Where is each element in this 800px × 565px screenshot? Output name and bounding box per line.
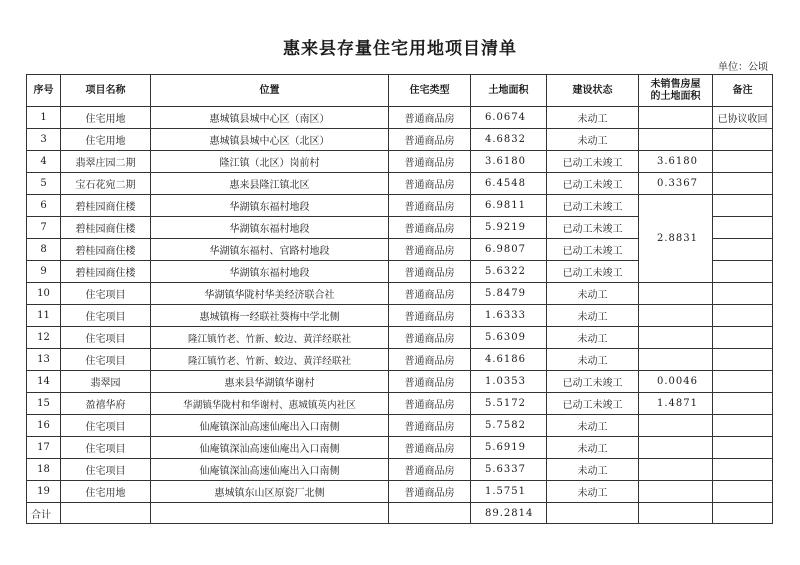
table-row xyxy=(27,151,773,173)
table-row xyxy=(27,107,773,129)
cell-location: 隆江镇竹老、竹新、蛟边、黄洋经联社 xyxy=(151,327,389,349)
cell-area: 3.6180 xyxy=(471,151,547,173)
cell-location: 隆江镇（北区）岗前村 xyxy=(151,151,389,173)
total-label: 合计 xyxy=(27,503,61,524)
cell-status: 未动工 xyxy=(547,283,639,305)
cell-area: 1.0353 xyxy=(471,371,547,393)
cell-area: 5.6309 xyxy=(471,327,547,349)
table-row xyxy=(27,481,773,503)
cell-remark xyxy=(713,459,773,481)
cell-type: 普通商品房 xyxy=(389,415,471,437)
cell-remark xyxy=(713,261,773,283)
cell-no: 15 xyxy=(27,393,61,415)
cell-location: 仙庵镇深汕高速仙庵出入口南侧 xyxy=(151,437,389,459)
header-unsold-line2: 的土地面积 xyxy=(650,90,701,102)
cell-remark xyxy=(713,481,773,503)
cell-name: 住宅项目 xyxy=(61,415,151,437)
cell-remark xyxy=(713,437,773,459)
cell-status: 已动工未竣工 xyxy=(547,151,639,173)
cell-status: 未动工 xyxy=(547,349,639,371)
cell-remark xyxy=(713,349,773,371)
cell-remark xyxy=(713,393,773,415)
cell-unsold xyxy=(639,415,713,437)
cell-no: 10 xyxy=(27,283,61,305)
cell-status: 未动工 xyxy=(547,305,639,327)
table-row xyxy=(27,327,773,349)
table-row xyxy=(27,437,773,459)
cell-area: 5.8479 xyxy=(471,283,547,305)
cell-area: 6.0674 xyxy=(471,107,547,129)
cell-no: 8 xyxy=(27,239,61,261)
cell-status: 已动工未竣工 xyxy=(547,195,639,217)
cell-unsold xyxy=(639,349,713,371)
cell-type: 普通商品房 xyxy=(389,459,471,481)
header-status: 建设状态 xyxy=(547,75,639,107)
unit-label: 单位：公顷 xyxy=(718,62,768,73)
cell-no: 17 xyxy=(27,437,61,459)
cell-location: 仙庵镇深汕高速仙庵出入口南侧 xyxy=(151,415,389,437)
table-row xyxy=(27,173,773,195)
cell-remark: 已协议收回 xyxy=(713,107,773,129)
cell-unsold-merged: 2.8831 xyxy=(639,195,713,283)
total-empty-location xyxy=(151,503,389,524)
cell-name: 宝石花宛二期 xyxy=(61,173,151,195)
cell-name: 住宅项目 xyxy=(61,327,151,349)
cell-status: 已动工未竣工 xyxy=(547,393,639,415)
table-row xyxy=(27,371,773,393)
cell-type: 普通商品房 xyxy=(389,217,471,239)
cell-location: 隆江镇竹老、竹新、蛟边、黄洋经联社 xyxy=(151,349,389,371)
cell-area: 5.6337 xyxy=(471,459,547,481)
cell-no: 1 xyxy=(27,107,61,129)
header-unsold-line1: 未销售房屋 xyxy=(650,78,701,90)
cell-name: 碧桂园商住楼 xyxy=(61,195,151,217)
cell-name: 碧桂园商住楼 xyxy=(61,217,151,239)
cell-area: 6.4548 xyxy=(471,173,547,195)
cell-remark xyxy=(713,129,773,151)
table-row xyxy=(27,459,773,481)
cell-area: 5.9219 xyxy=(471,217,547,239)
header-remark: 备注 xyxy=(713,75,773,107)
cell-unsold xyxy=(639,327,713,349)
cell-type: 普通商品房 xyxy=(389,305,471,327)
cell-remark xyxy=(713,327,773,349)
header-area: 土地面积 xyxy=(471,75,547,107)
cell-name: 住宅用地 xyxy=(61,107,151,129)
cell-location: 华湖镇华陇村和华谢村、惠城镇英内社区 xyxy=(151,393,389,415)
cell-type: 普通商品房 xyxy=(389,129,471,151)
header-name: 项目名称 xyxy=(61,75,151,107)
cell-type: 普通商品房 xyxy=(389,151,471,173)
cell-no: 18 xyxy=(27,459,61,481)
cell-unsold xyxy=(639,481,713,503)
cell-no: 19 xyxy=(27,481,61,503)
cell-remark xyxy=(713,217,773,239)
cell-unsold xyxy=(639,129,713,151)
cell-no: 6 xyxy=(27,195,61,217)
cell-no: 3 xyxy=(27,129,61,151)
cell-unsold: 1.4871 xyxy=(639,393,713,415)
cell-location: 华湖镇东福村地段 xyxy=(151,261,389,283)
cell-type: 普通商品房 xyxy=(389,195,471,217)
cell-remark xyxy=(713,283,773,305)
cell-location: 仙庵镇深汕高速仙庵出入口南侧 xyxy=(151,459,389,481)
cell-no: 9 xyxy=(27,261,61,283)
cell-remark xyxy=(713,195,773,217)
table-row xyxy=(27,195,773,217)
header-type: 住宅类型 xyxy=(389,75,471,107)
cell-type: 普通商品房 xyxy=(389,437,471,459)
table-row xyxy=(27,349,773,371)
cell-location: 惠来县华湖镇华谢村 xyxy=(151,371,389,393)
cell-type: 普通商品房 xyxy=(389,283,471,305)
cell-area: 4.6832 xyxy=(471,129,547,151)
cell-name: 翡翠庄园二期 xyxy=(61,151,151,173)
cell-no: 11 xyxy=(27,305,61,327)
cell-unsold xyxy=(639,305,713,327)
cell-area: 5.7582 xyxy=(471,415,547,437)
cell-remark xyxy=(713,305,773,327)
cell-name: 碧桂园商住楼 xyxy=(61,239,151,261)
cell-unsold: 0.0046 xyxy=(639,371,713,393)
total-empty-type xyxy=(389,503,471,524)
cell-area: 4.6186 xyxy=(471,349,547,371)
cell-type: 普通商品房 xyxy=(389,393,471,415)
cell-location: 华湖镇东福村地段 xyxy=(151,217,389,239)
cell-status: 已动工未竣工 xyxy=(547,371,639,393)
cell-status: 已动工未竣工 xyxy=(547,173,639,195)
table-row xyxy=(27,393,773,415)
cell-status: 未动工 xyxy=(547,481,639,503)
cell-area: 6.9807 xyxy=(471,239,547,261)
cell-name: 住宅用地 xyxy=(61,129,151,151)
cell-no: 14 xyxy=(27,371,61,393)
cell-unsold xyxy=(639,283,713,305)
cell-area: 6.9811 xyxy=(471,195,547,217)
table-row xyxy=(27,305,773,327)
cell-area: 5.5172 xyxy=(471,393,547,415)
cell-type: 普通商品房 xyxy=(389,107,471,129)
cell-status: 未动工 xyxy=(547,129,639,151)
cell-area: 1.5751 xyxy=(471,481,547,503)
cell-area: 5.6919 xyxy=(471,437,547,459)
header-location: 位置 xyxy=(151,75,389,107)
total-empty-status xyxy=(547,503,639,524)
cell-location: 华湖镇东福村、官路村地段 xyxy=(151,239,389,261)
cell-type: 普通商品房 xyxy=(389,371,471,393)
cell-type: 普通商品房 xyxy=(389,481,471,503)
cell-area: 1.6333 xyxy=(471,305,547,327)
cell-no: 5 xyxy=(27,173,61,195)
cell-status: 未动工 xyxy=(547,415,639,437)
cell-remark xyxy=(713,151,773,173)
cell-no: 13 xyxy=(27,349,61,371)
total-area: 89.2814 xyxy=(471,503,547,524)
cell-location: 惠城镇梅一经联社葵梅中学北侧 xyxy=(151,305,389,327)
header-row xyxy=(27,75,773,107)
cell-name: 住宅项目 xyxy=(61,305,151,327)
table-row xyxy=(27,283,773,305)
cell-status: 未动工 xyxy=(547,437,639,459)
cell-status: 已动工未竣工 xyxy=(547,261,639,283)
cell-name: 住宅项目 xyxy=(61,437,151,459)
cell-no: 16 xyxy=(27,415,61,437)
cell-type: 普通商品房 xyxy=(389,261,471,283)
cell-unsold: 0.3367 xyxy=(639,173,713,195)
header-no: 序号 xyxy=(27,75,61,107)
cell-location: 惠来县隆江镇北区 xyxy=(151,173,389,195)
cell-name: 住宅项目 xyxy=(61,283,151,305)
cell-area: 5.6322 xyxy=(471,261,547,283)
cell-name: 翡翠园 xyxy=(61,371,151,393)
cell-type: 普通商品房 xyxy=(389,239,471,261)
cell-location: 华湖镇东福村地段 xyxy=(151,195,389,217)
cell-remark xyxy=(713,371,773,393)
cell-remark xyxy=(713,239,773,261)
land-list-table xyxy=(26,74,773,524)
cell-location: 惠城镇东山区原瓷厂北侧 xyxy=(151,481,389,503)
total-empty-unsold xyxy=(639,503,713,524)
cell-status: 已动工未竣工 xyxy=(547,217,639,239)
cell-unsold xyxy=(639,107,713,129)
cell-status: 未动工 xyxy=(547,459,639,481)
table-row xyxy=(27,415,773,437)
cell-name: 住宅项目 xyxy=(61,459,151,481)
table-row xyxy=(27,129,773,151)
cell-remark xyxy=(713,173,773,195)
cell-type: 普通商品房 xyxy=(389,349,471,371)
cell-location: 惠城镇县城中心区（北区） xyxy=(151,129,389,151)
cell-unsold xyxy=(639,459,713,481)
cell-no: 4 xyxy=(27,151,61,173)
cell-no: 7 xyxy=(27,217,61,239)
total-row xyxy=(27,503,773,524)
cell-status: 未动工 xyxy=(547,107,639,129)
cell-name: 盈禧华府 xyxy=(61,393,151,415)
cell-unsold: 3.6180 xyxy=(639,151,713,173)
cell-name: 住宅用地 xyxy=(61,481,151,503)
cell-type: 普通商品房 xyxy=(389,173,471,195)
cell-name: 碧桂园商住楼 xyxy=(61,261,151,283)
cell-type: 普通商品房 xyxy=(389,327,471,349)
cell-status: 已动工未竣工 xyxy=(547,239,639,261)
cell-location: 华湖镇华陇村华美经济联合社 xyxy=(151,283,389,305)
header-unsold xyxy=(639,75,713,107)
cell-unsold xyxy=(639,437,713,459)
cell-name: 住宅项目 xyxy=(61,349,151,371)
cell-location: 惠城镇县城中心区（南区） xyxy=(151,107,389,129)
total-empty-remark xyxy=(713,503,773,524)
cell-remark xyxy=(713,415,773,437)
total-empty-name xyxy=(61,503,151,524)
cell-status: 未动工 xyxy=(547,327,639,349)
page-title: 惠来县存量住宅用地项目清单 xyxy=(283,39,517,59)
cell-no: 12 xyxy=(27,327,61,349)
